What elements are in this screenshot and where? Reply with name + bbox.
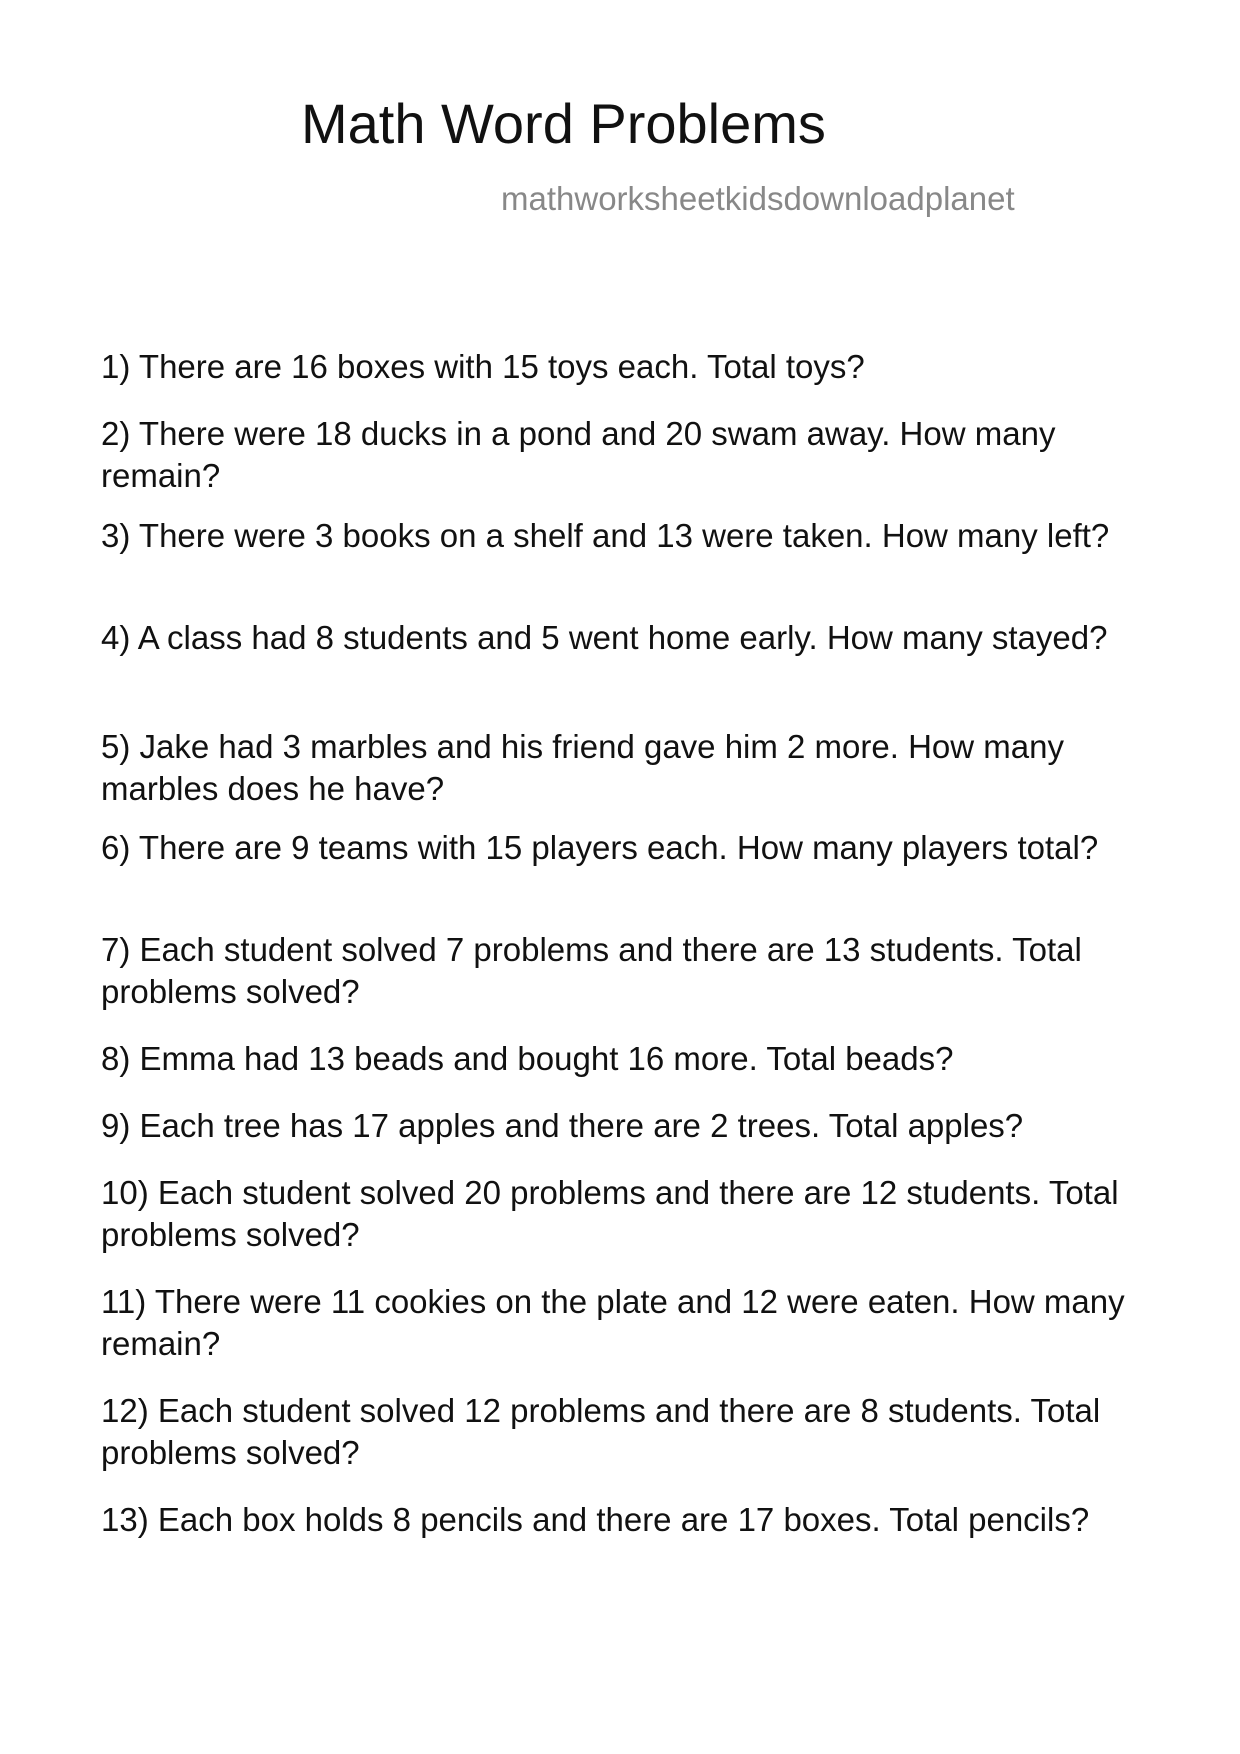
- problem-12: 12) Each student solved 12 problems and there are 8 students. Total problems solved?: [101, 1392, 1101, 1471]
- problem-11: 11) There were 11 cookies on the plate and 12 were eaten. How many remain?: [101, 1283, 1125, 1362]
- problem-5: 5) Jake had 3 marbles and his friend gave him 2 more. How many marbles does he have?: [101, 728, 1064, 807]
- site-watermark: mathworksheetkidsdownloadplanet: [501, 180, 1015, 217]
- problem-10: 10) Each student solved 20 problems and there are 12 students. Total problems solved?: [101, 1174, 1119, 1253]
- problem-13: 13) Each box holds 8 pencils and there are 17 boxes. Total pencils?: [101, 1501, 1090, 1538]
- problem-8: 8) Emma had 13 beads and bought 16 more. Total beads?: [101, 1040, 954, 1077]
- problem-1: 1) There are 16 boxes with 15 toys each. Total toys?: [101, 348, 865, 385]
- problem-7: 7) Each student solved 7 problems and there are 13 students. Total problems solved?: [101, 931, 1082, 1010]
- problem-9: 9) Each tree has 17 apples and there are 2 trees. Total apples?: [101, 1107, 1024, 1144]
- problem-4: 4) A class had 8 students and 5 went home early. How many stayed?: [101, 619, 1108, 656]
- problem-3: 3) There were 3 books on a shelf and 13 were taken. How many left?: [101, 517, 1110, 554]
- problem-2: 2) There were 18 ducks in a pond and 20 swam away. How many remain?: [101, 415, 1056, 494]
- page-title: Math Word Problems: [301, 92, 826, 155]
- problem-6: 6) There are 9 teams with 15 players each. How many players total?: [101, 829, 1099, 866]
